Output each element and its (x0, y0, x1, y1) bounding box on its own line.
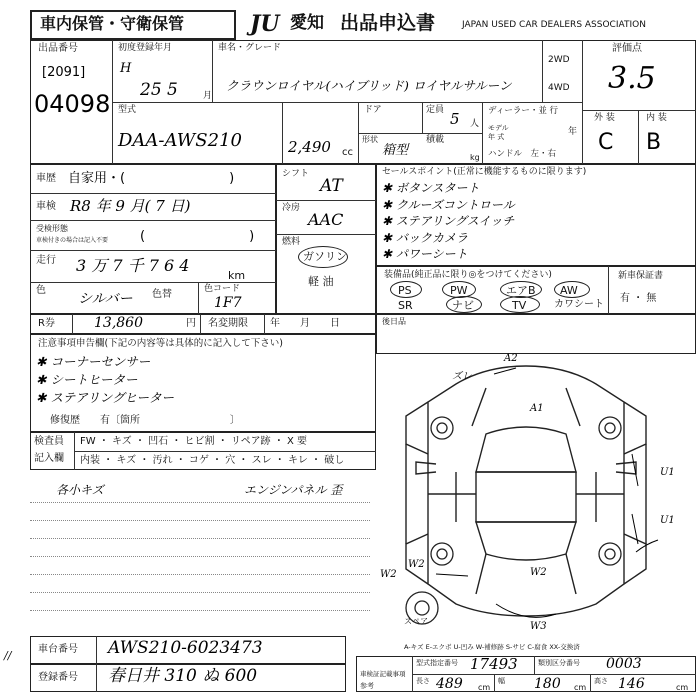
color-value: シルバー (78, 291, 133, 307)
damage-mark: W2 (408, 559, 425, 570)
length-unit: cm (478, 683, 491, 692)
damage-mark: W2 (530, 567, 547, 578)
length-label: 長さ (416, 677, 430, 685)
post-frame (376, 314, 696, 354)
sales-point-item: ✱ パワーシート (382, 247, 468, 261)
inspection-form-value: ( ) (140, 229, 255, 244)
inspection-form-note: 車検付きの場合は記入不要 (36, 237, 109, 244)
history-value: 自家用・( ) (68, 171, 235, 186)
equipment-title: 装備品(純正品に限り◎をつけてください) (384, 270, 552, 280)
first-reg-value: 25 5 (140, 80, 178, 100)
mileage-unit: km (228, 269, 246, 282)
warranty-value: 有 ・ 無 (620, 293, 657, 304)
roof (476, 472, 576, 522)
doc-title: 出品申込書 (340, 12, 436, 34)
fuel-label: 燃料 (282, 237, 301, 247)
sales-point-item: ✱ ステアリングスイッチ (382, 214, 515, 228)
deadline-label: 名変期限 (208, 318, 248, 329)
fuel-diesel: 軽 油 (308, 275, 334, 288)
deadline-units: 年 月 日 (270, 318, 340, 329)
note-item: ✱ シートヒーター (36, 372, 138, 387)
inspector-note-right: エンジンパネル 歪 (244, 483, 343, 497)
mileage-label: 走行 (36, 255, 56, 266)
circle-aw (554, 281, 590, 298)
drive-2wd: 2WD (548, 55, 570, 65)
damage-mark: A1 (530, 403, 544, 414)
wheel-fr (599, 417, 621, 439)
rating-label: 評価点 (612, 43, 642, 54)
inspector-note-left: 各小キズ (56, 483, 104, 497)
assoc-name: JAPAN USED CAR DEALERS ASSOCIATION (462, 20, 646, 30)
shift-value: AT (320, 176, 343, 196)
equip-leather: カワシート (554, 299, 604, 310)
height-label: 高さ (594, 677, 608, 685)
note-line (30, 574, 370, 575)
first-reg-era: H (120, 61, 132, 76)
color-code-label: 色コード (204, 284, 241, 294)
chassis-value: AWS210-6023473 (108, 638, 263, 658)
model-year-label2: 年 式 (488, 133, 505, 141)
wheel-fl (431, 417, 453, 439)
side-tick: // (4, 649, 12, 662)
inspector-label1: 検査員 (34, 436, 64, 447)
drive-4wd: 4WD (548, 83, 570, 93)
first-reg-label: 初度登録年月 (118, 43, 173, 53)
capacity-unit: 人 (470, 119, 480, 129)
interior-value: B (646, 130, 662, 155)
equip-ps: PS (398, 284, 412, 297)
equip-sr: SR (398, 299, 413, 312)
equip-ab: エアB (506, 284, 536, 297)
repair-label: 修復歴 有〔箇所 〕 (50, 415, 240, 426)
class-label: 類別区分番号 (538, 659, 580, 667)
storage-label: 車内保管・守衛保管 (40, 14, 185, 33)
damage-mark: A2 (504, 353, 518, 364)
registration-label: 登録番号 (38, 672, 78, 683)
history-label: 車歴 (36, 173, 56, 184)
inspector-label2: 記入欄 (34, 453, 64, 464)
inspector-int-row: 内装 ・ キズ ・ 汚れ ・ コゲ ・ 穴 ・ スレ ・ キレ ・ 破し (80, 455, 345, 466)
circle-navi (446, 296, 482, 313)
body-label: 形状 (362, 135, 378, 144)
circle-ps (390, 281, 422, 298)
registration-value: 春日井 310 ぬ 600 (108, 666, 258, 686)
sales-point-item: ✱ ボタンスタート (382, 181, 480, 195)
damage-mark: U1 (660, 467, 675, 478)
car-diagram (376, 354, 696, 644)
note-line (30, 520, 370, 521)
inspection-label: 車検 (36, 201, 56, 212)
body-value: 箱型 (382, 143, 409, 158)
damage-mark: W2 (380, 569, 397, 580)
capacity-label: 定員 (426, 105, 445, 115)
sales-point-item: ✱ クルーズコントロール (382, 197, 515, 212)
notes-title: 注意事項申告欄(下記の内容等は具体的に記入して下さい) (38, 338, 283, 349)
note-line (30, 502, 370, 503)
designation-label: 型式指定番号 (416, 659, 458, 667)
damage-mark: W3 (530, 621, 547, 632)
spare-label: スペア (404, 617, 428, 626)
note-item: ✱ ステアリングヒーター (36, 390, 174, 405)
width-value: 180 (534, 676, 561, 692)
note-item: ✱ コーナーセンサー (36, 354, 151, 369)
year-unit: 年 (568, 127, 578, 137)
equip-aw: AW (560, 284, 578, 297)
load-unit: kg (470, 153, 480, 162)
height-value: 146 (618, 676, 645, 692)
damage-legend: A-キズ E-エクボ U-凹み W-補修跡 S-サビ C-腐食 XX-交換済 (404, 643, 580, 651)
exterior-value: C (598, 130, 614, 155)
inspector-fw-row: FW ・ キズ ・ 凹石 ・ ヒビ割 ・ リペア跡 ・ X 要 (80, 436, 308, 447)
color-code-value: 1F7 (214, 295, 242, 311)
note-line (30, 538, 370, 539)
note-line (30, 592, 370, 593)
color-label: 色 (36, 285, 46, 296)
note-line (30, 610, 370, 611)
designation-value: 17493 (470, 655, 518, 673)
rear-glass (476, 522, 576, 560)
ac-value: AAC (308, 210, 344, 229)
handle-label: ハンドル 左・右 (488, 149, 557, 159)
color-change-label: 色替 (152, 289, 172, 300)
damage-mark: U1 (660, 515, 675, 526)
width-label: 幅 (498, 677, 505, 685)
windshield (476, 427, 576, 472)
recycle-value: 13,860 (94, 315, 143, 331)
sales-title: セールスポイント(正常に機能するものに限ります) (382, 167, 587, 177)
lot-number: 04098 (34, 90, 111, 118)
wheel-rr (599, 543, 621, 565)
exterior-label: 外 装 (594, 113, 615, 123)
damage-mark: ズレ (452, 371, 472, 382)
equip-tv: TV (512, 299, 527, 312)
interior-label: 内 装 (646, 113, 667, 123)
ac-label: 冷房 (282, 203, 301, 213)
circle-tv (500, 296, 540, 313)
first-reg-month-unit: 月 (203, 91, 213, 101)
model-label: 型式 (118, 105, 137, 115)
length-value: 489 (436, 676, 463, 692)
recycle-unit: 円 (186, 318, 196, 329)
equip-navi: ナビ (452, 299, 474, 312)
recycle-label: R券 (38, 318, 55, 329)
displacement-unit: cc (342, 147, 353, 158)
lot-label: 出品番号 (38, 43, 78, 54)
car-name-label: 車名・グレード (218, 43, 282, 53)
sales-point-item: ✱ バックカメラ (382, 230, 468, 245)
width-unit: cm (574, 683, 587, 692)
post-label: 後日品 (382, 317, 406, 326)
dealer-label: ディーラー・並 行 (488, 106, 559, 116)
shift-label: シフト (282, 169, 310, 179)
fuel-gas: ガソリン (303, 250, 347, 263)
body-outline (428, 366, 624, 616)
ju-logo: JU (250, 11, 280, 37)
reg-cert-label: 車検証記載事項 (360, 670, 406, 678)
inspection-value: R8 年 9 月( 7 日) (70, 197, 191, 215)
note-line (30, 556, 370, 557)
capacity-value: 5 (450, 110, 460, 128)
inspection-form-label: 受検形態 (36, 224, 68, 233)
doors-label: ドア (364, 105, 382, 115)
ref-label: 参考 (360, 682, 374, 690)
height-unit: cm (676, 683, 689, 692)
load-label: 積載 (426, 135, 445, 145)
model-year-label: モデル (488, 124, 509, 132)
model-value: DAA-AWS210 (118, 130, 242, 151)
org-name: 愛知 (290, 13, 324, 33)
displacement-value: 2,490 (288, 138, 331, 156)
mileage-value: 3 万 7 千 7 6 4 (76, 256, 190, 275)
rating-score: 3.5 (608, 61, 656, 96)
class-value: 0003 (606, 656, 642, 672)
equip-pw: PW (450, 284, 468, 297)
lot-code: [2091] (42, 65, 86, 80)
warranty-label: 新車保証書 (618, 271, 664, 281)
chassis-label: 車台番号 (38, 644, 78, 655)
car-name-value: クラウンロイヤル(ハイブリッド) ロイヤルサルーン (226, 78, 512, 93)
wheel-rl (431, 543, 453, 565)
